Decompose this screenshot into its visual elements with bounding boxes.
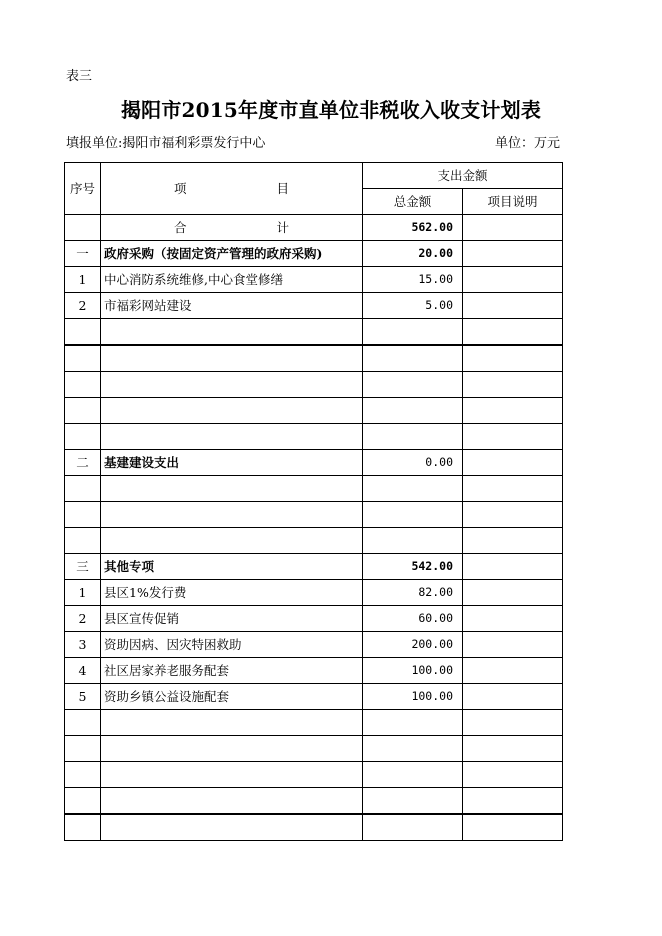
row-note <box>463 476 563 502</box>
table-row <box>65 476 563 502</box>
row-item: 市福彩网站建设 <box>101 293 363 319</box>
row-item: 县区1%发行费 <box>101 580 363 606</box>
row-item <box>101 710 363 736</box>
row-no: 1 <box>65 580 101 606</box>
row-no: 三 <box>65 554 101 580</box>
table-row <box>65 372 563 398</box>
header-item-a: 项 <box>173 181 187 196</box>
row-note <box>463 684 563 710</box>
row-amount <box>363 476 463 502</box>
row-amount <box>363 372 463 398</box>
row-no <box>65 736 101 762</box>
total-amount: 562.00 <box>363 215 463 241</box>
row-item: 基建建设支出 <box>101 450 363 476</box>
row-item <box>101 319 363 346</box>
row-item <box>101 528 363 554</box>
row-no: 1 <box>65 267 101 293</box>
row-note <box>463 632 563 658</box>
header-no: 序号 <box>65 163 101 215</box>
row-item <box>101 372 363 398</box>
table-row <box>65 293 563 319</box>
row-no: 3 <box>65 632 101 658</box>
total-row <box>65 215 563 241</box>
row-item: 资助因病、因灾特困救助 <box>101 632 363 658</box>
row-amount <box>363 710 463 736</box>
row-amount <box>363 319 463 346</box>
row-amount: 200.00 <box>363 632 463 658</box>
row-no: 2 <box>65 606 101 632</box>
row-amount: 100.00 <box>363 684 463 710</box>
total-note <box>463 215 563 241</box>
row-item: 政府采购（按固定资产管理的政府采购) <box>101 241 363 267</box>
table-row <box>65 632 563 658</box>
table-row <box>65 554 563 580</box>
filling-unit: 填报单位:揭阳市福利彩票发行中心 <box>66 136 266 151</box>
row-item: 中心消防系统维修,中心食堂修缮 <box>101 267 363 293</box>
row-note <box>463 814 563 841</box>
row-amount <box>363 502 463 528</box>
row-amount <box>363 398 463 424</box>
row-note <box>463 788 563 815</box>
row-amount: 100.00 <box>363 658 463 684</box>
table-row <box>65 658 563 684</box>
row-note <box>463 293 563 319</box>
header-total: 总金额 <box>363 189 463 215</box>
table-row <box>65 710 563 736</box>
table-row <box>65 241 563 267</box>
row-note <box>463 710 563 736</box>
row-item <box>101 788 363 815</box>
row-item: 社区居家养老服务配套 <box>101 658 363 684</box>
row-item <box>101 502 363 528</box>
row-note <box>463 424 563 450</box>
table-row <box>65 580 563 606</box>
row-note <box>463 372 563 398</box>
total-no <box>65 215 101 241</box>
row-no <box>65 372 101 398</box>
row-note <box>463 345 563 372</box>
table-row <box>65 345 563 372</box>
row-amount: 82.00 <box>363 580 463 606</box>
row-no <box>65 788 101 815</box>
row-no: 5 <box>65 684 101 710</box>
row-no <box>65 762 101 788</box>
row-no <box>65 398 101 424</box>
row-amount <box>363 762 463 788</box>
total-label <box>101 215 363 241</box>
row-note <box>463 528 563 554</box>
row-amount <box>363 814 463 841</box>
row-note <box>463 502 563 528</box>
row-no <box>65 345 101 372</box>
row-item <box>101 476 363 502</box>
row-note <box>463 658 563 684</box>
table-row <box>65 762 563 788</box>
row-amount <box>363 345 463 372</box>
row-item: 资助乡镇公益设施配套 <box>101 684 363 710</box>
row-amount: 15.00 <box>363 267 463 293</box>
table-row <box>65 684 563 710</box>
header-expense: 支出金额 <box>363 163 563 189</box>
row-item: 其他专项 <box>101 554 363 580</box>
table-label: 表三 <box>66 69 93 84</box>
row-item <box>101 398 363 424</box>
row-item <box>101 762 363 788</box>
row-no <box>65 528 101 554</box>
row-note <box>463 580 563 606</box>
row-note <box>463 450 563 476</box>
row-no: 4 <box>65 658 101 684</box>
page-title: 揭阳市2015年度市直单位非税收入收支计划表 <box>120 98 542 122</box>
row-no <box>65 319 101 346</box>
total-label-a: 合 <box>173 220 187 235</box>
table-row <box>65 736 563 762</box>
row-no <box>65 424 101 450</box>
table-row <box>65 450 563 476</box>
row-amount <box>363 528 463 554</box>
row-amount <box>363 788 463 815</box>
table-row <box>65 424 563 450</box>
header-row <box>65 163 563 189</box>
currency-unit: 单位：万元 <box>494 136 560 151</box>
budget-table <box>64 162 563 841</box>
row-note <box>463 762 563 788</box>
table-row <box>65 788 563 815</box>
row-note <box>463 736 563 762</box>
row-note <box>463 241 563 267</box>
row-amount: 60.00 <box>363 606 463 632</box>
row-no: 2 <box>65 293 101 319</box>
row-item <box>101 814 363 841</box>
row-no <box>65 710 101 736</box>
header-item-b: 目 <box>276 181 290 196</box>
table-row <box>65 398 563 424</box>
header-note: 项目说明 <box>463 189 563 215</box>
row-item <box>101 736 363 762</box>
row-no <box>65 476 101 502</box>
row-amount: 20.00 <box>363 241 463 267</box>
header-item <box>101 163 363 215</box>
row-amount: 0.00 <box>363 450 463 476</box>
row-no <box>65 814 101 841</box>
row-no: 一 <box>65 241 101 267</box>
row-note <box>463 606 563 632</box>
row-amount: 542.00 <box>363 554 463 580</box>
table-row <box>65 502 563 528</box>
row-note <box>463 398 563 424</box>
table-row <box>65 814 563 841</box>
table-row <box>65 528 563 554</box>
row-note <box>463 554 563 580</box>
table-row <box>65 606 563 632</box>
row-note <box>463 267 563 293</box>
row-no <box>65 502 101 528</box>
row-note <box>463 319 563 346</box>
total-label-b: 计 <box>276 220 290 235</box>
row-item <box>101 345 363 372</box>
row-item: 县区宣传促销 <box>101 606 363 632</box>
row-amount: 5.00 <box>363 293 463 319</box>
row-amount <box>363 424 463 450</box>
row-item <box>101 424 363 450</box>
table-row <box>65 319 563 346</box>
row-amount <box>363 736 463 762</box>
table-row <box>65 267 563 293</box>
row-no: 二 <box>65 450 101 476</box>
